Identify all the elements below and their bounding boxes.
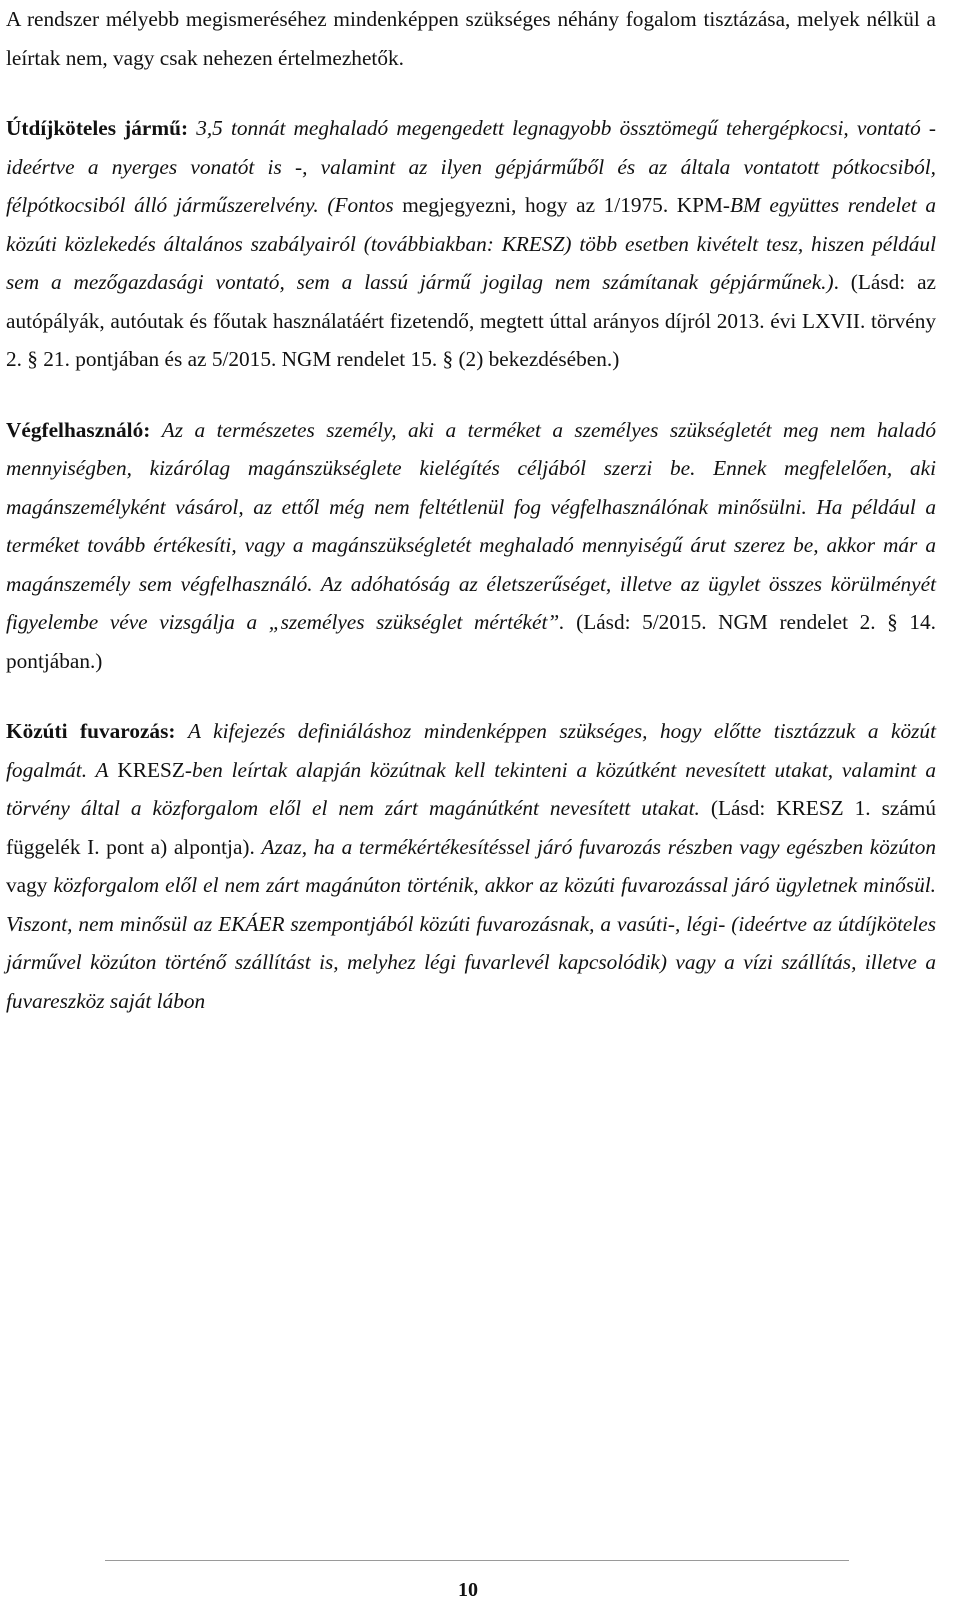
- intro-paragraph: [6, 0, 936, 77]
- definition-term: Közúti fuvarozás:: [6, 719, 176, 743]
- definition-text: A kifejezés definiáláshoz mindenképpen szükséges, hogy előtte tisztázzuk a közút fogalmát. A: [6, 719, 936, 782]
- document-body: [6, 0, 936, 1020]
- definition-reference: (Lásd: KRESZ 1. számú függelék I. pont a) alpontja).: [6, 796, 936, 859]
- footer-divider: [105, 1560, 849, 1561]
- definition-term: Útdíjköteles jármű:: [6, 116, 189, 140]
- definition-text: vagy: [6, 873, 48, 897]
- definition-text: 3,5 tonnát meghaladó megengedett legnagyobb össztömegű tehergépkocsi, vontató - ideértve a nyerges vonatót is -, valamint az ilyen gépjárműből és az általa vontatott pótkocsiból, félpótkocsiból álló járműszerelvény. (Fontos: [6, 116, 937, 217]
- definition-kozuti-fuvarozas: [6, 712, 936, 1020]
- definition-text: közforgalom elől el nem zárt magánúton történik, akkor az közúti fuvarozással járó ügyletnek minősül. Viszont, nem minősül az EKÁER szempontjából közúti fuvarozásnak, a vasúti-, légi- (ideértve az útdíjköteles járművel közúton történő szállítást is, melyhez légi fuvarlevél kapcsolódik) vagy a vízi szállítás, illetve a fuvareszköz saját lábon: [6, 873, 936, 1013]
- definition-term: Végfelhasználó:: [6, 417, 151, 442]
- definition-text: BM együttes rendelet a közúti közlekedés általános szabályairól (továbbiakban: KRESZ) több esetben kivételt tesz, hiszen például sem a mezőgazdasági vontató, sem a lassú jármű jogilag nem számítanak gépjárműnek.): [6, 193, 936, 294]
- definition-reference: (Lásd: 5/2015. NGM rendelet 2. § 14. pontjában.): [6, 610, 937, 673]
- definition-reference: . (Lásd: az autópályák, autóutak és főutak használatáért fizetendő, megtett úttal arányos díjról 2013. évi LXVII. törvény 2. § 21. pontjában és az 5/2015. NGM rendelet 15. § (2) bekezdésében.): [6, 270, 936, 371]
- definition-text: megjegyezni, hogy az 1/1975. KPM-: [402, 193, 731, 217]
- definition-text: KRESZ-: [108, 757, 192, 782]
- definition-text: ben leírtak alapján közútnak kell tekinteni a közútként nevesített utakat, valamint a törvény által a közforgalom elől el nem zárt magánútként nevesített utakat.: [6, 757, 936, 820]
- intro-text: A rendszer mélyebb megismeréséhez mindenképpen szükséges néhány fogalom tisztázása, melyek nélkül a leírtak nem, vagy csak nehezen értelmezhetők.: [6, 7, 936, 70]
- definition-utdijkoteles-jarmu: [6, 109, 936, 379]
- page-number: 10: [458, 1579, 478, 1601]
- definition-text: Az a természetes személy, aki a terméket a személyes szükségletét meg nem haladó mennyiségben, kizárólag magánszükséglete kielégítés céljából szerzi be. Ennek megfelelően, aki magánszemélyként vásárol, az ettől még nem feltétlenül fog végfelhasználónak minősülni. Ha például a terméket tovább értékesíti, vagy a magánszükségletét meghaladó mennyiségű árut szerez be, akkor már a magánszemély sem végfelhasználó. Az adóhatóság az életszerűséget, illetve az ügylet összes körülményét figyelembe véve vizsgálja a „személyes szükséglet mértékét”.: [6, 417, 936, 634]
- definition-text: Azaz, ha a termékértékesítéssel járó fuvarozás részben vagy egészben közúton: [261, 834, 936, 859]
- definition-vegfelhasznalo: [6, 411, 936, 681]
